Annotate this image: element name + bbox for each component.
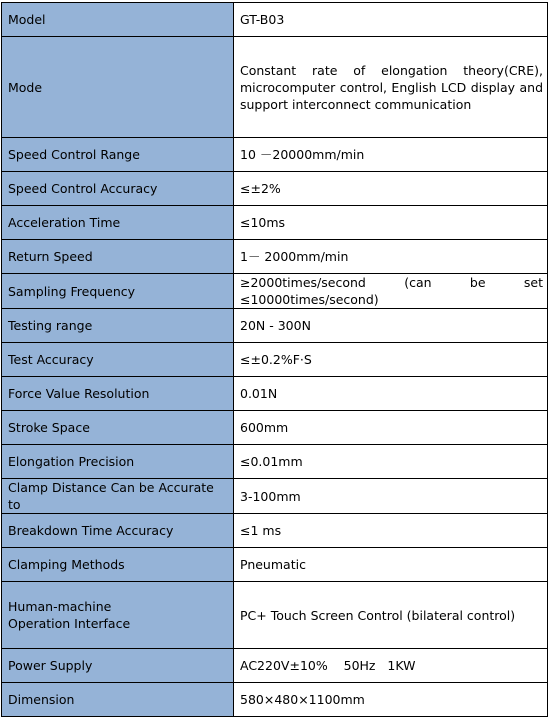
row-value-speed-range: 10 －20000mm/min [234, 138, 548, 172]
mode-line-2: microcomputer control, English LCD display and [240, 79, 543, 95]
table-row [2, 172, 548, 206]
row-label-breakdown-time: Breakdown Time Accuracy [2, 514, 234, 548]
row-value-acceleration-time: ≤10ms [234, 206, 548, 240]
row-label-speed-range: Speed Control Range [2, 138, 234, 172]
row-value-elongation-precision: ≤0.01mm [234, 445, 548, 479]
row-label-testing-range: Testing range [2, 309, 234, 343]
row-label-acceleration-time: Acceleration Time [2, 206, 234, 240]
table-row [2, 240, 548, 274]
row-value-force-resolution: 0.01N [234, 377, 548, 411]
table-row [2, 206, 548, 240]
table-row [2, 649, 548, 683]
table-row [2, 479, 548, 514]
sampling-line-2: ≤10000times/second) [240, 292, 379, 307]
sampling-line-1: ≥2000times/second (can be set [240, 275, 543, 290]
table-row [2, 683, 548, 717]
row-value-speed-accuracy: ≤±2% [234, 172, 548, 206]
table-row [2, 37, 548, 138]
row-value-sampling-frequency [234, 274, 548, 309]
table-row [2, 445, 548, 479]
table-row [2, 411, 548, 445]
mode-line-3: support interconnect communication [240, 96, 472, 112]
hmi-label-line-1: Human-machine [8, 599, 112, 614]
table-row [2, 274, 548, 309]
row-label-return-speed: Return Speed [2, 240, 234, 274]
row-label-clamping-methods: Clamping Methods [2, 548, 234, 582]
table-row [2, 3, 548, 37]
row-value-test-accuracy: ≤±0.2%F·S [234, 343, 548, 377]
row-label-hmi [2, 582, 234, 649]
row-value-clamping-methods: Pneumatic [234, 548, 548, 582]
row-value-dimension: 580×480×1100mm [234, 683, 548, 717]
mode-line-1: Constant rate of elongation theory(CRE), [240, 62, 543, 78]
table-row [2, 309, 548, 343]
row-label-force-resolution: Force Value Resolution [2, 377, 234, 411]
row-value-return-speed: 1－ 2000mm/min [234, 240, 548, 274]
row-label-sampling-frequency: Sampling Frequency [2, 274, 234, 309]
row-value-breakdown-time: ≤1 ms [234, 514, 548, 548]
table-row [2, 138, 548, 172]
table-row [2, 343, 548, 377]
table-row [2, 582, 548, 649]
table-row [2, 514, 548, 548]
spec-table [1, 2, 548, 717]
row-value-power-supply: AC220V±10% 50Hz 1KW [234, 649, 548, 683]
row-value-model: GT-B03 [234, 3, 548, 37]
row-label-model: Model [2, 3, 234, 37]
hmi-label-line-2: Operation Interface [8, 616, 131, 631]
row-value-stroke-space: 600mm [234, 411, 548, 445]
row-label-mode: Mode [2, 37, 234, 138]
row-value-clamp-distance: 3-100mm [234, 479, 548, 514]
row-value-testing-range: 20N - 300N [234, 309, 548, 343]
row-label-elongation-precision: Elongation Precision [2, 445, 234, 479]
table-row [2, 377, 548, 411]
row-label-dimension: Dimension [2, 683, 234, 717]
row-label-speed-accuracy: Speed Control Accuracy [2, 172, 234, 206]
row-value-hmi: PC+ Touch Screen Control (bilateral control) [234, 582, 548, 649]
row-value-mode [234, 37, 548, 138]
row-label-test-accuracy: Test Accuracy [2, 343, 234, 377]
table-row [2, 548, 548, 582]
row-label-clamp-distance: Clamp Distance Can be Accurate to [2, 479, 234, 514]
row-label-stroke-space: Stroke Space [2, 411, 234, 445]
row-label-power-supply: Power Supply [2, 649, 234, 683]
